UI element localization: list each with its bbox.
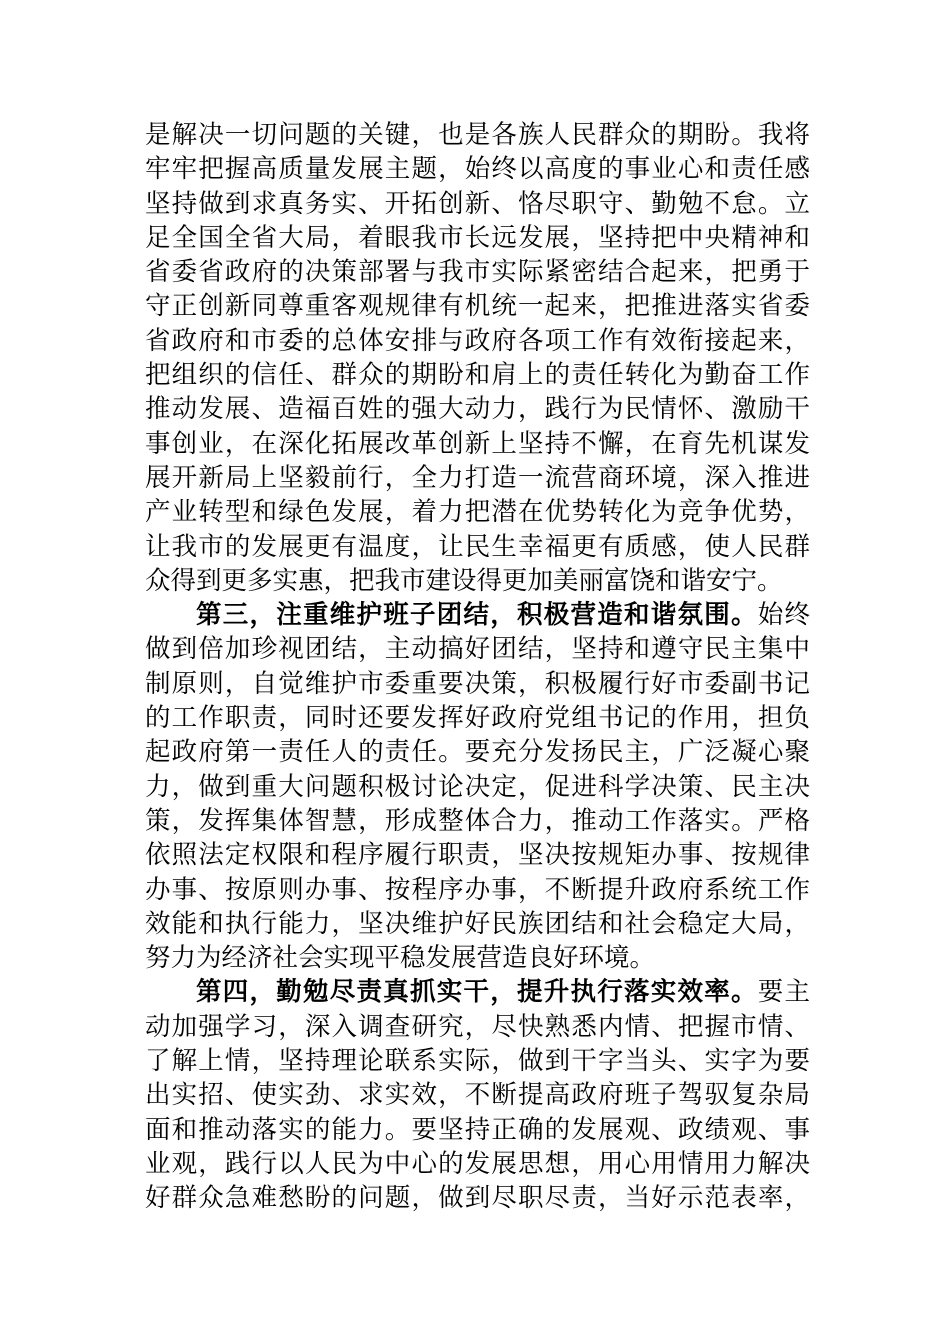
paragraph-1-line: 省委省政府的决策部署与我市实际紧密结合起来，把勇于 [145, 257, 810, 288]
paragraph-3-line: 了解上情，坚持理论联系实际，做到干字当头、实字为要 [145, 1046, 810, 1077]
paragraph-2-line: 起政府第一责任人的责任。要充分发扬民主，广泛凝心聚 [145, 737, 810, 768]
paragraph-3-line: 动加强学习，深入调查研究，尽快熟悉内情、把握市情、 [145, 1011, 810, 1042]
paragraph-1-line: 坚持做到求真务实、开拓创新、恪尽职守、勤勉不怠。立 [145, 188, 810, 219]
paragraph-2-line: 策，发挥集体智慧，形成整体合力，推动工作落实。严格 [145, 805, 810, 836]
paragraph-1-line: 展开新局上坚毅前行，全力打造一流营商环境，深入推进 [145, 462, 810, 493]
paragraph-1-line: 把组织的信任、群众的期盼和肩上的责任转化为勤奋工作 [145, 360, 810, 391]
paragraph-1-line: 是解决一切问题的关键，也是各族人民群众的期盼。我将 [145, 120, 810, 150]
paragraph-2-line: 办事、按原则办事、按程序办事，不断提升政府系统工作 [145, 874, 810, 905]
paragraph-3-line: 业观，践行以人民为中心的发展思想，用心用情用力解决 [145, 1148, 810, 1179]
paragraph-1-line: 众得到更多实惠，把我市建设得更加美丽富饶和谐安宁。 [145, 565, 783, 596]
paragraph-1-line: 产业转型和绿色发展，着力把潜在优势转化为竞争优势， [145, 497, 810, 528]
paragraph-2-first-line-rest: 始终 [757, 600, 810, 631]
paragraph-2-heading: 第三，注重维护班子团结，积极营造和谐氛围。 [196, 600, 758, 631]
paragraph-2-line: 效能和执行能力，坚决维护好民族团结和社会稳定大局， [145, 908, 810, 939]
paragraph-3-line: 好群众急难愁盼的问题，做到尽职尽责，当好示范表率， [145, 1183, 810, 1214]
paragraph-2-line: 做到倍加珍视团结，主动搞好团结，坚持和遵守民主集中 [145, 634, 810, 665]
paragraph-3-line: 面和推动落实的能力。要坚持正确的发展观、政绩观、事 [145, 1114, 810, 1145]
paragraph-1-line: 足全国全省大局，着眼我市长远发展，坚持把中央精神和 [145, 222, 810, 253]
paragraph-1-line: 牢牢把握高质量发展主题，始终以高度的事业心和责任感 [145, 154, 810, 185]
paragraph-2-line: 努力为经济社会实现平稳发展营造良好环境。 [145, 943, 656, 974]
paragraph-2-first-line [145, 598, 810, 632]
paragraph-3-heading: 第四，勤勉尽责真抓实干，提升执行落实效率。 [196, 977, 758, 1008]
paragraph-3-line: 出实招、使实劲、求实效，不断提高政府班子驾驭复杂局 [145, 1080, 810, 1111]
paragraph-3-first-line-rest: 要主 [757, 977, 810, 1008]
paragraph-1-line: 事创业，在深化拓展改革创新上坚持不懈，在育先机谋发 [145, 428, 810, 459]
paragraph-1-line: 让我市的发展更有温度，让民生幸福更有质感，使人民群 [145, 531, 810, 562]
paragraph-1-line: 省政府和市委的总体安排与政府各项工作有效衔接起来， [145, 325, 810, 356]
paragraph-1-line: 守正创新同尊重客观规律有机统一起来，把推进落实省委 [145, 291, 810, 322]
paragraph-3-first-line [145, 975, 810, 1009]
document-body [145, 118, 810, 1216]
paragraph-2-line: 的工作职责，同时还要发挥好政府党组书记的作用，担负 [145, 703, 810, 734]
paragraph-2-line: 力，做到重大问题积极讨论决定，促进科学决策、民主决 [145, 771, 810, 802]
paragraph-1-line: 推动发展、造福百姓的强大动力，践行为民情怀、激励干 [145, 394, 810, 425]
paragraph-2-line: 制原则，自觉维护市委重要决策，积极履行好市委副书记 [145, 668, 810, 699]
paragraph-2-line: 依照法定权限和程序履行职责，坚决按规矩办事、按规律 [145, 840, 810, 871]
